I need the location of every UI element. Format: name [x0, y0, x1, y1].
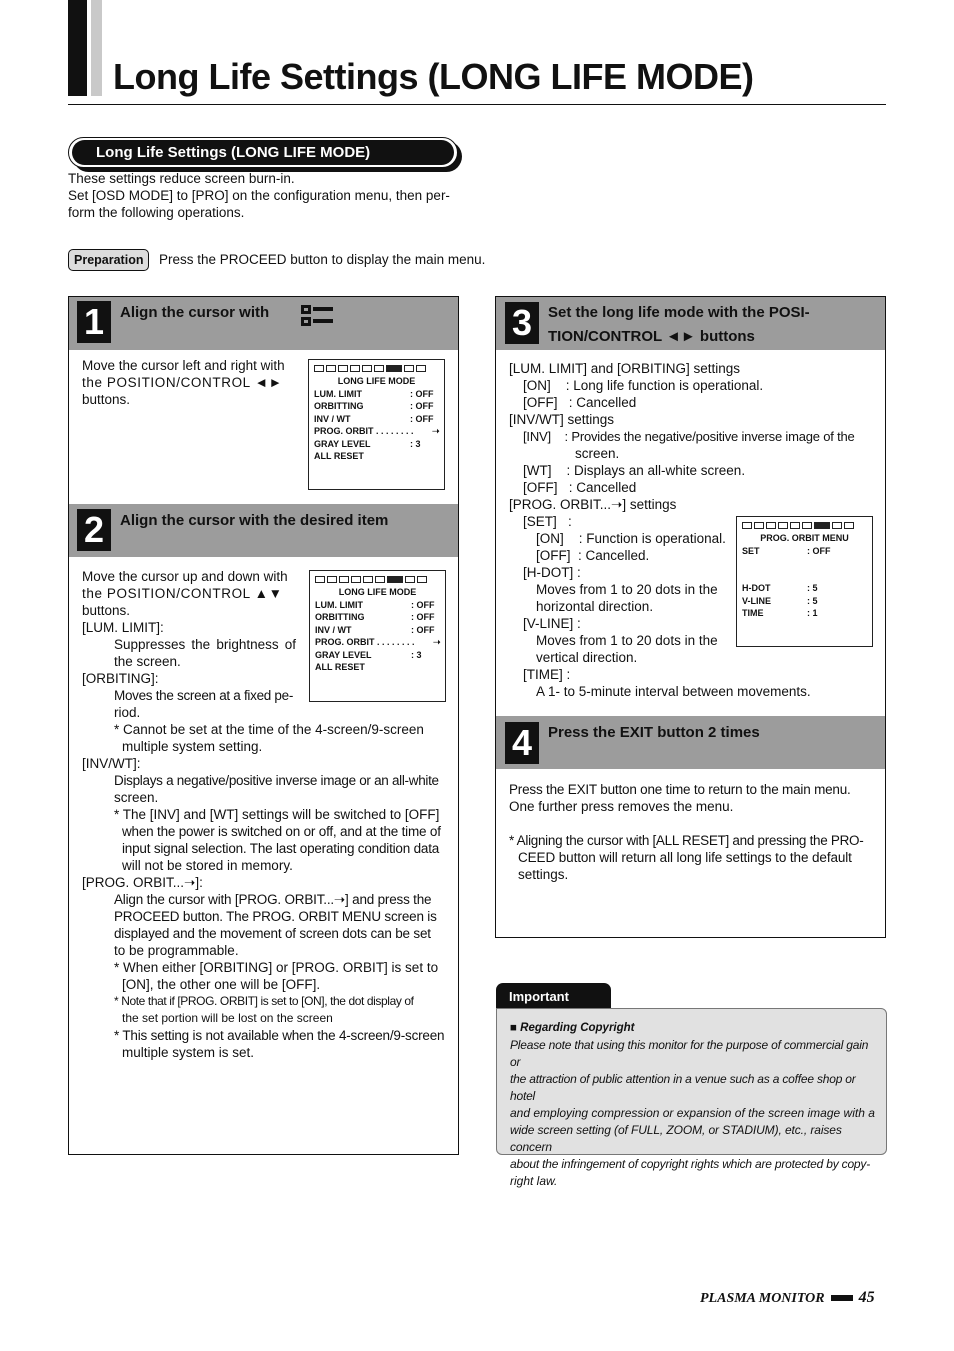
- step3-line: [ON] : Long life function is operational.: [523, 378, 764, 393]
- step4-text: [509, 781, 874, 883]
- step2-line: the screen.: [114, 654, 181, 669]
- step2-details: [82, 721, 446, 1061]
- step4-note: * Aligning the cursor with [ALL RESET] and pressing the PRO-: [509, 833, 864, 848]
- intro-line: form the following operations.: [68, 205, 245, 220]
- step4-line: CEED button will return all long life settings to the default: [518, 850, 852, 865]
- osd-value: : OFF: [410, 388, 434, 399]
- step3-line: [TIME] :: [523, 667, 571, 682]
- step3-line: [OFF] : Cancelled: [523, 395, 637, 410]
- osd-label: H-DOT: [742, 583, 771, 593]
- step3-line: [OFF] : Cancelled.: [536, 548, 650, 563]
- step2-number: 2: [77, 509, 111, 551]
- step2-line: displayed and the movement of screen dots can be set: [114, 926, 431, 941]
- osd-label: INV / WT: [315, 624, 352, 635]
- footer-title: PLASMA MONITOR: [700, 1291, 825, 1306]
- osd-label: INV / WT: [314, 413, 351, 424]
- step2-line: will not be stored in memory.: [122, 858, 293, 873]
- step2-intro: [82, 568, 296, 721]
- step2-line: [PROG. ORBIT...➝]:: [82, 875, 203, 890]
- step2-line: [INV/WT]:: [82, 756, 141, 771]
- intro-line: Set [OSD MODE] to [PRO] on the configuration menu, then per-: [68, 188, 450, 203]
- osd-value: : OFF: [807, 545, 831, 556]
- step2-line: Moves the screen at a fixed pe-: [114, 688, 294, 703]
- page-footer: [700, 1289, 875, 1307]
- step3-line: A 1- to 5-minute interval between movements.: [536, 684, 811, 699]
- step3-line: [LUM. LIMIT] and [ORBITING] settings: [509, 361, 741, 376]
- step2-line: [LUM. LIMIT]:: [82, 620, 164, 635]
- step2-line: the POSITION/CONTROL ▲▼: [82, 586, 283, 601]
- osd-label: ALL RESET: [314, 451, 364, 461]
- important-label: Important: [496, 983, 611, 1009]
- page-title: Long Life Settings (LONG LIFE MODE): [113, 56, 754, 97]
- step3-line: vertical direction.: [536, 650, 638, 665]
- step3-line: [OFF] : Cancelled: [523, 480, 637, 495]
- osd-long-life-menu-1: [308, 359, 445, 490]
- step2-note: * When either [ORBITING] or [PROG. ORBIT] is set to: [114, 960, 439, 975]
- step4-title: Press the EXIT button 2 times: [548, 724, 760, 741]
- step2-title: Align the cursor with the desired item: [120, 512, 389, 529]
- step3-line: [WT] : Displays an all-white screen.: [523, 463, 746, 478]
- step2-line: Displays a negative/positive inverse image or an all-white: [114, 773, 439, 788]
- preparation-text: Press the PROCEED button to display the main menu.: [159, 252, 486, 267]
- osd-value: : OFF: [411, 599, 435, 610]
- osd-label: LUM. LIMIT: [315, 599, 363, 610]
- important-line: about the infringement of copyright rights which are protected by copy-: [510, 1157, 871, 1171]
- step2-line: Suppresses the brightness of: [114, 637, 296, 652]
- step2-line: screen.: [114, 790, 159, 805]
- osd-label: SET: [742, 545, 760, 556]
- step2-line: [ON], the other one will be [OFF].: [122, 977, 321, 992]
- osd-value: ➝: [433, 637, 441, 647]
- step1-line: the POSITION/CONTROL ◄►: [82, 375, 283, 390]
- intro-text: [68, 170, 460, 221]
- step3-line: [H-DOT] :: [523, 565, 581, 580]
- step3-title-line: Set the long life mode with the POSI-: [548, 304, 810, 321]
- step3-title: [548, 301, 810, 349]
- step2-line: Move the cursor up and down with: [82, 569, 288, 584]
- step2-line: PROCEED button. The PROG. ORBIT MENU screen is: [114, 909, 437, 924]
- osd-value: : OFF: [411, 612, 435, 622]
- step3-line: screen.: [575, 446, 620, 461]
- step1-text: [82, 357, 294, 408]
- important-text: [510, 1020, 875, 1190]
- important-box: [496, 1008, 887, 1188]
- step2-note: * Note that if [PROG. ORBIT] is set to [ON], the dot display of: [114, 994, 414, 1008]
- important-line: right law.: [510, 1174, 558, 1188]
- step2-line: Align the cursor with [PROG. ORBIT...➝] and press the: [114, 892, 432, 907]
- step4-line: One further press removes the menu.: [509, 799, 734, 814]
- step3-line: Moves from 1 to 20 dots in the: [536, 582, 718, 597]
- step2-line: multiple system is set.: [122, 1045, 255, 1060]
- step4-line: Press the EXIT button one time to return to the main menu.: [509, 782, 851, 797]
- step2-line: the set portion will be lost on the screen: [122, 1011, 333, 1025]
- step3-line: [SET] :: [523, 514, 572, 529]
- osd-prog-orbit-menu: [736, 516, 873, 647]
- osd-label: PROG. ORBIT . . . . . . . .: [315, 637, 415, 647]
- osd-label: ALL RESET: [315, 662, 365, 672]
- step3-line: [ON] : Function is operational.: [536, 531, 726, 546]
- step1-line: Move the cursor left and right with: [82, 358, 285, 373]
- header-bar-light: [91, 0, 102, 96]
- step2-line: input signal selection. The last operating condition data: [122, 841, 440, 856]
- osd-long-life-menu-2: [309, 570, 446, 702]
- step1-number: 1: [77, 301, 111, 343]
- osd-label: V-LINE: [742, 595, 772, 606]
- step3-line: [INV] : Provides the negative/positive inverse image of the: [523, 429, 855, 444]
- step1-line: buttons.: [82, 392, 131, 407]
- osd-label: ORBITTING: [315, 612, 365, 622]
- osd-value: : OFF: [411, 624, 435, 635]
- step2-line: riod.: [114, 705, 141, 720]
- osd-label: LUM. LIMIT: [314, 388, 362, 399]
- osd-label: GRAY LEVEL: [315, 649, 372, 660]
- footer-mark: [831, 1295, 853, 1301]
- osd-icon-strip: [737, 517, 872, 532]
- osd-value: : 1: [807, 608, 818, 618]
- osd-value: ➝: [432, 426, 440, 436]
- osd-value: : OFF: [410, 401, 434, 411]
- osd-title: LONG LIFE MODE: [337, 376, 416, 386]
- osd-label: GRAY LEVEL: [314, 438, 371, 449]
- important-line: the attraction of public attention in a venue such as a coffee shop or hotel: [510, 1072, 856, 1103]
- step2-note: * Cannot be set at the time of the 4-screen/9-screen: [114, 722, 424, 737]
- step2-line: [ORBITING]:: [82, 671, 159, 686]
- osd-title: LONG LIFE MODE: [338, 587, 417, 597]
- step2-line: multiple system setting.: [122, 739, 263, 754]
- osd-label: ORBITTING: [314, 401, 364, 411]
- osd-value: : 5: [807, 595, 818, 606]
- osd-value: : 3: [411, 649, 422, 660]
- step3-line: [INV/WT] settings: [509, 412, 615, 427]
- title-divider: [68, 104, 886, 105]
- page-number: 45: [858, 1289, 875, 1306]
- osd-value: : OFF: [410, 413, 434, 424]
- osd-title: PROG. ORBIT MENU: [760, 533, 849, 543]
- long-life-icon: [300, 304, 334, 332]
- step3-title-line: TION/CONTROL ◄► buttons: [548, 328, 755, 345]
- important-line: wide screen setting (of FULL, ZOOM, or STADIUM), etc., raises concern: [510, 1123, 842, 1154]
- step2-line: to be programmable.: [114, 943, 239, 958]
- osd-label: TIME: [742, 608, 764, 618]
- header-bar-dark: [68, 0, 87, 96]
- osd-icon-strip: [310, 571, 445, 586]
- step4-line: settings.: [518, 867, 569, 882]
- step3-line: [PROG. ORBIT...➝] settings: [509, 497, 677, 512]
- step2-note: * This setting is not available when the 4-screen/9-screen: [114, 1028, 445, 1043]
- step3-number: 3: [505, 302, 539, 344]
- step4-number: 4: [505, 722, 539, 764]
- step3-line: [V-LINE] :: [523, 616, 581, 631]
- intro-line: These settings reduce screen burn-in.: [68, 171, 295, 186]
- osd-label: PROG. ORBIT . . . . . . . .: [314, 426, 414, 436]
- section-heading: Long Life Settings (LONG LIFE MODE): [72, 140, 454, 165]
- step3-line: horizontal direction.: [536, 599, 654, 614]
- osd-value: : 3: [410, 438, 421, 449]
- important-line: Please note that using this monitor for the purpose of commercial gain or: [510, 1038, 869, 1069]
- step1-title: Align the cursor with: [120, 304, 270, 321]
- step2-line: when the power is switched on or off, and at the time of: [122, 824, 441, 839]
- osd-icon-strip: [309, 360, 444, 375]
- step3-line: Moves from 1 to 20 dots in the: [536, 633, 718, 648]
- important-heading: ■ Regarding Copyright: [510, 1022, 635, 1034]
- important-line: and employing compression or expansion of the screen image with a: [510, 1106, 875, 1120]
- preparation-label: Preparation: [68, 249, 149, 271]
- step2-line: buttons.: [82, 603, 131, 618]
- osd-value: : 5: [807, 583, 818, 593]
- step2-note: * The [INV] and [WT] settings will be switched to [OFF]: [114, 807, 440, 822]
